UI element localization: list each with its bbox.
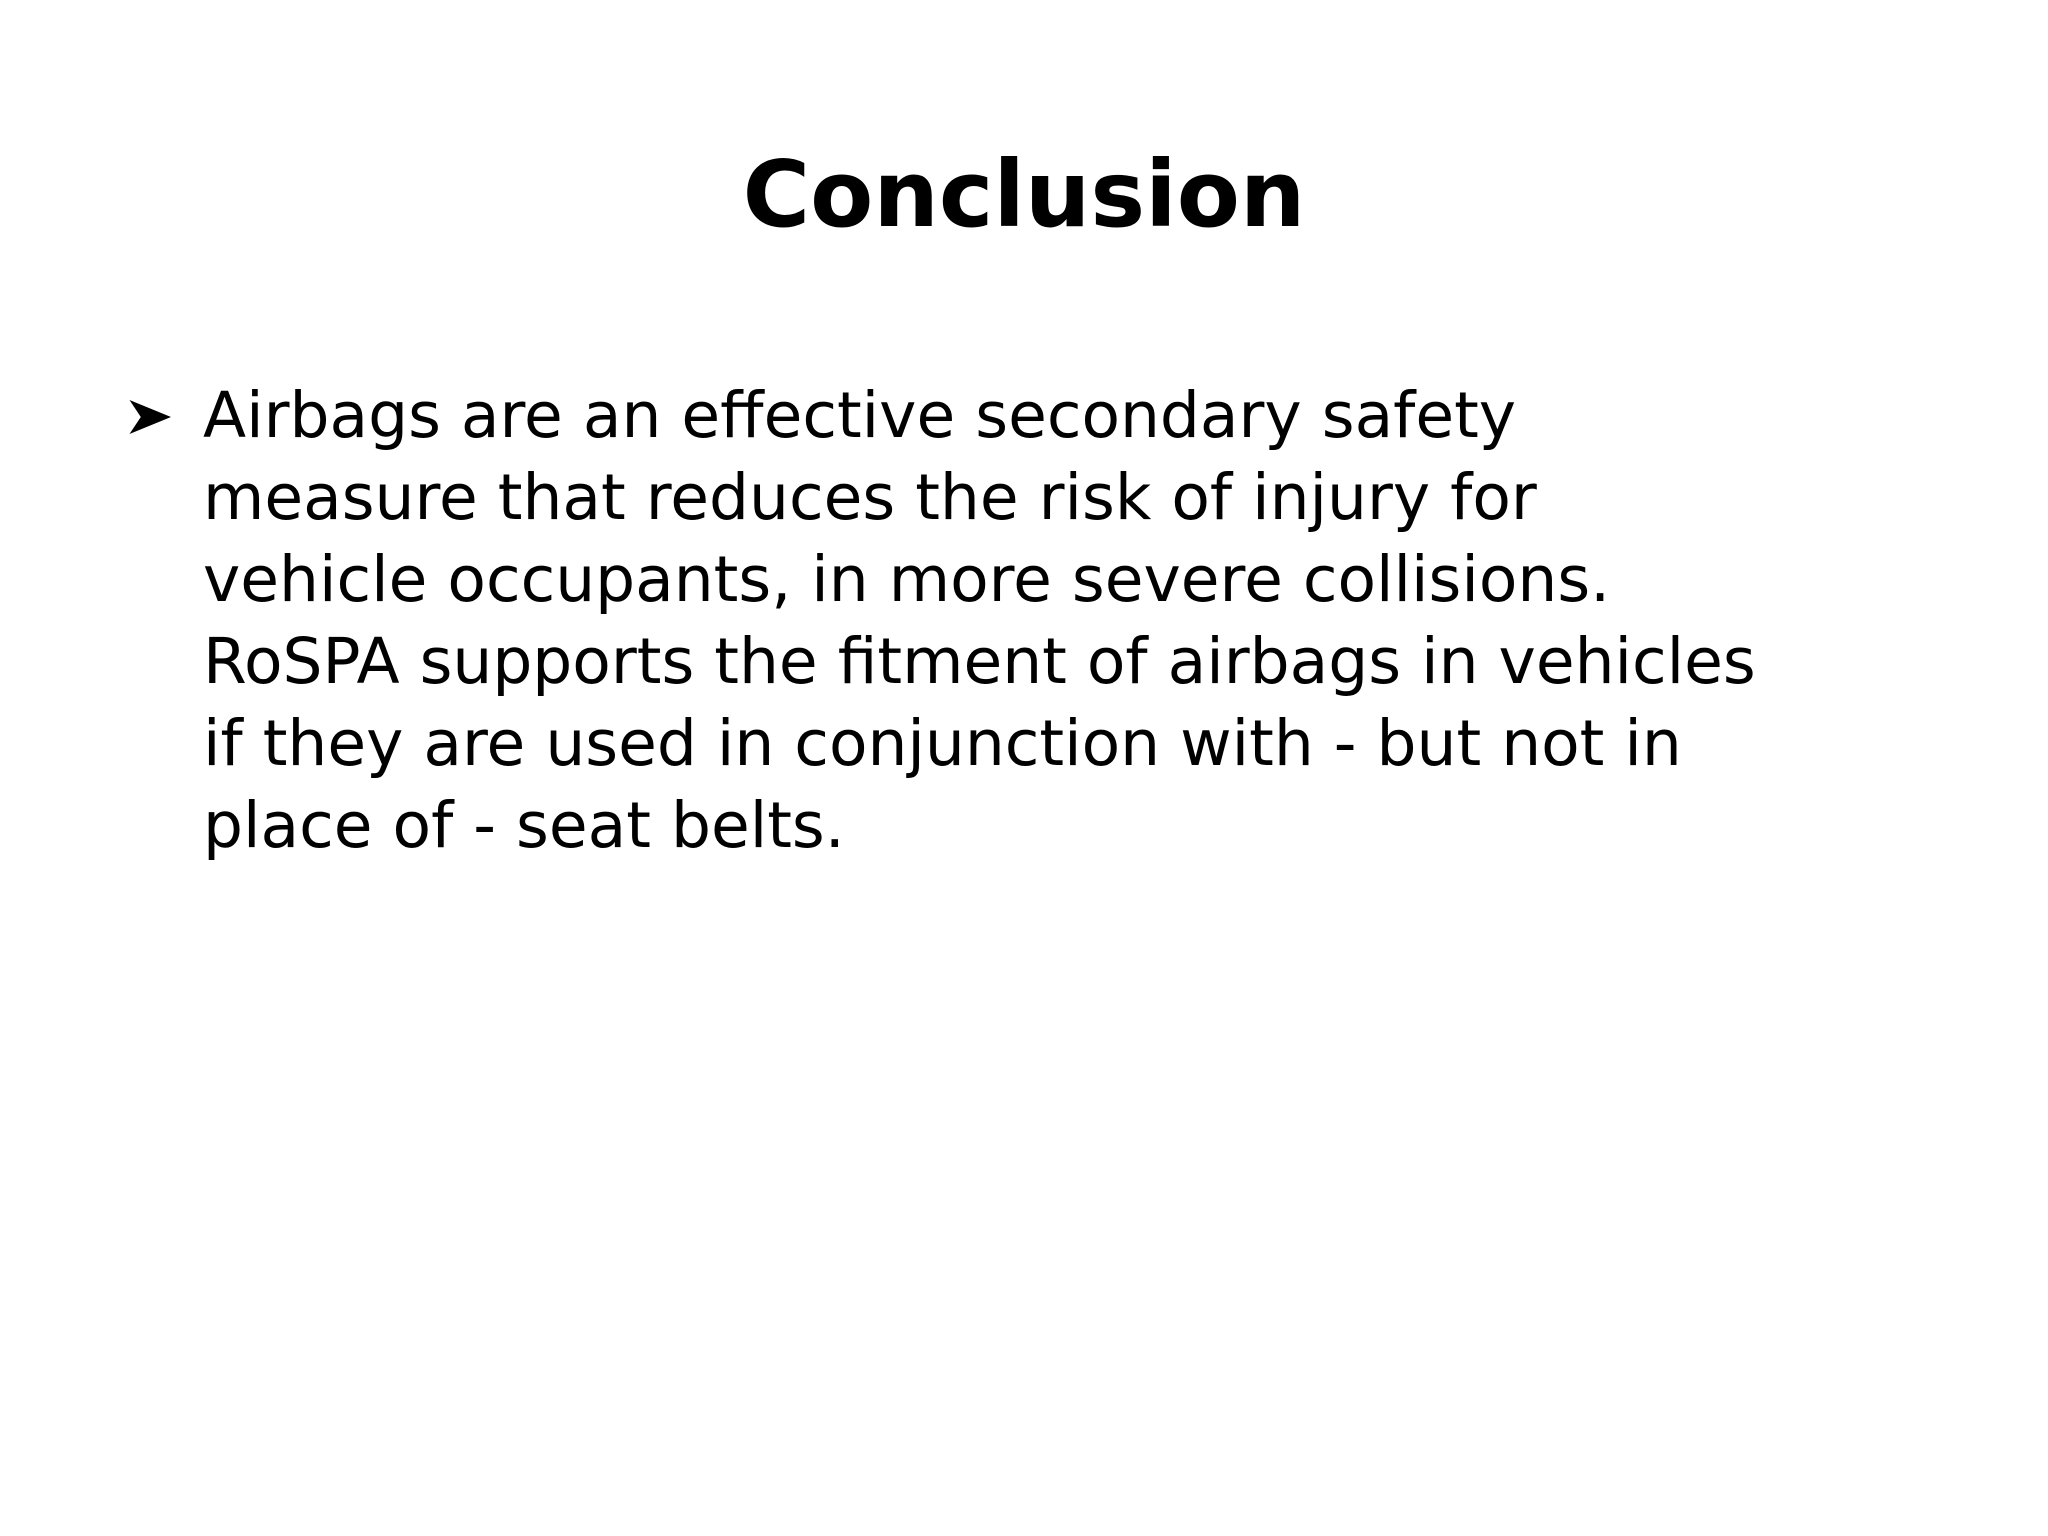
bullet-text: Airbags are an effective secondary safety measure that reduces the risk of injury for vehicle occupants, in more severe collisions. RoSPA supports the fitment of airbags in vehicles if they are used in conjunction with - but not in place of - seat belts. bbox=[203, 379, 1756, 862]
bullet-item bbox=[125, 375, 1965, 867]
arrowhead-bullet-icon bbox=[125, 397, 173, 437]
slide-title: Conclusion bbox=[742, 141, 1306, 248]
bullet-list bbox=[125, 375, 1965, 867]
